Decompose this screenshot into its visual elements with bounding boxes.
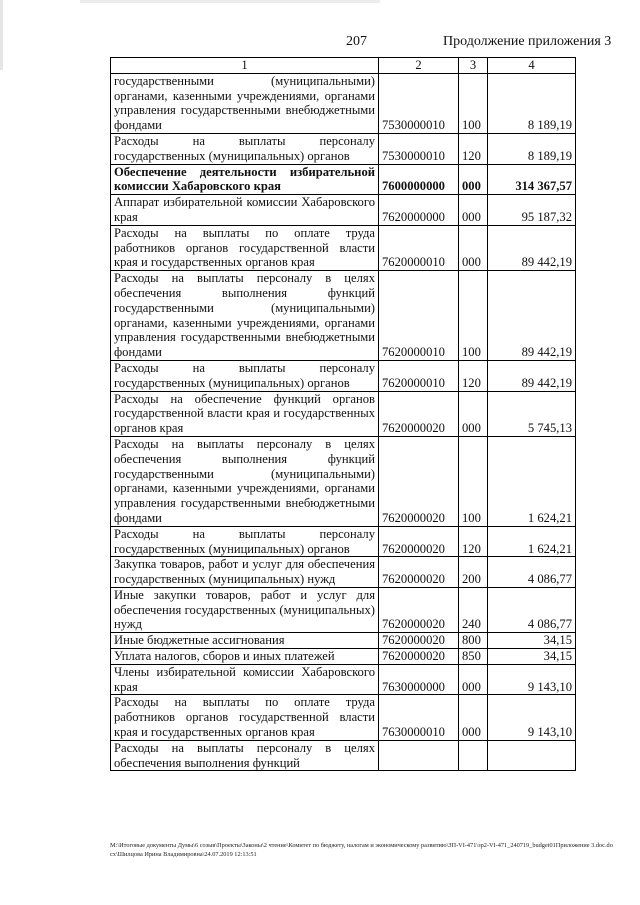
amount-value: 4 086,77: [488, 557, 576, 588]
table-row: [111, 649, 576, 665]
target-article-code: 7600000000: [379, 164, 459, 195]
target-article-code: [379, 740, 459, 771]
expense-type-code: 200: [459, 557, 488, 588]
table-row: [111, 740, 576, 771]
budget-item-name: Расходы на выплаты персоналу государственных (муниципальных) органов: [111, 526, 379, 557]
expense-type-code: 800: [459, 633, 488, 649]
expense-type-code: 100: [459, 73, 488, 133]
table-row: [111, 271, 576, 361]
table-row: [111, 133, 576, 164]
budget-table: [110, 57, 576, 771]
expense-type-code: 000: [459, 391, 488, 436]
expense-type-code: 240: [459, 587, 488, 632]
budget-item-name: Иные бюджетные ассигнования: [111, 633, 379, 649]
amount-value: 9 143,10: [488, 664, 576, 695]
appendix-continuation-title: Продолжение приложения 3: [443, 34, 612, 49]
target-article-code: 7630000010: [379, 695, 459, 740]
budget-item-name: Расходы на обеспечение функций органов государственной власти края и государственных органов края: [111, 391, 379, 436]
expense-type-code: 850: [459, 649, 488, 665]
table-row: [111, 695, 576, 740]
target-article-code: 7620000000: [379, 195, 459, 226]
budget-item-name: Иные закупки товаров, работ и услуг для обеспечения государственных (муниципальных) нужд: [111, 587, 379, 632]
column-header-4: 4: [488, 58, 576, 74]
budget-item-name: Расходы на выплаты по оплате труда работников органов государственной власти края и государственных органов края: [111, 225, 379, 270]
expense-type-code: 000: [459, 695, 488, 740]
target-article-code: 7620000020: [379, 436, 459, 526]
target-article-code: 7620000020: [379, 526, 459, 557]
budget-item-name: Закупка товаров, работ и услуг для обеспечения государственных (муниципальных) нужд: [111, 557, 379, 588]
budget-item-name: Уплата налогов, сборов и иных платежей: [111, 649, 379, 665]
table-row: [111, 164, 576, 195]
budget-item-name: Члены избирательной комиссии Хабаровского края: [111, 664, 379, 695]
table-row: [111, 195, 576, 226]
budget-item-name: Расходы на выплаты персоналу в целях обеспечения выполнения функций государственными (муниципальными) органами, казенными учреждениями, органами управления государственными внебюджетными фондами: [111, 271, 379, 361]
budget-item-name: Расходы на выплаты персоналу государственных (муниципальных) органов: [111, 133, 379, 164]
column-header-2: 2: [379, 58, 459, 74]
amount-value: 1 624,21: [488, 436, 576, 526]
table-row: [111, 587, 576, 632]
budget-item-name: Расходы на выплаты персоналу государственных (муниципальных) органов: [111, 360, 379, 391]
expense-type-code: [459, 740, 488, 771]
table-row: [111, 436, 576, 526]
document-path-footer: М:\Итоговые документы Думы\6 созыв\Проекты\Законы\2 чтение\Комитет по бюджету, налогам и экономическому развитию\ЗП-VI-471\зр2-VI-471_240719_budget01Приложение 3.doc.docx\Шилцова Ирина Владимировна\24.07.2019 12:13:51: [110, 842, 613, 858]
table-row: [111, 225, 576, 270]
expense-type-code: 120: [459, 526, 488, 557]
budget-table-body: [111, 58, 576, 771]
target-article-code: 7620000010: [379, 225, 459, 270]
page-number: 207: [346, 34, 367, 49]
target-article-code: 7630000000: [379, 664, 459, 695]
table-row: [111, 73, 576, 133]
budget-item-name: Расходы на выплаты по оплате труда работников органов государственной власти края и государственных органов края: [111, 695, 379, 740]
target-article-code: 7530000010: [379, 133, 459, 164]
table-row: [111, 557, 576, 588]
amount-value: 34,15: [488, 649, 576, 665]
amount-value: 9 143,10: [488, 695, 576, 740]
expense-type-code: 120: [459, 133, 488, 164]
table-row: [111, 633, 576, 649]
amount-value: 314 367,57: [488, 164, 576, 195]
column-header-1: 1: [111, 58, 379, 74]
target-article-code: 7530000010: [379, 73, 459, 133]
table-row: [111, 391, 576, 436]
budget-item-name: Аппарат избирательной комиссии Хабаровского края: [111, 195, 379, 226]
expense-type-code: 000: [459, 225, 488, 270]
amount-value: 8 189,19: [488, 133, 576, 164]
target-article-code: 7620000020: [379, 633, 459, 649]
expense-type-code: 100: [459, 436, 488, 526]
expense-type-code: 000: [459, 195, 488, 226]
expense-type-code: 000: [459, 164, 488, 195]
target-article-code: 7620000020: [379, 649, 459, 665]
amount-value: 34,15: [488, 633, 576, 649]
amount-value: 89 442,19: [488, 225, 576, 270]
expense-type-code: 120: [459, 360, 488, 391]
table-row: [111, 526, 576, 557]
target-article-code: 7620000010: [379, 360, 459, 391]
amount-value: 8 189,19: [488, 73, 576, 133]
amount-value: 89 442,19: [488, 271, 576, 361]
budget-item-name: Расходы на выплаты персоналу в целях обеспечения выполнения функций государственными (муниципальными) органами, казенными учреждениями, органами управления государственными внебюджетными фондами: [111, 436, 379, 526]
budget-item-name: Обеспечение деятельности избирательной комиссии Хабаровского края: [111, 164, 379, 195]
expense-type-code: 000: [459, 664, 488, 695]
column-header-3: 3: [459, 58, 488, 74]
target-article-code: 7620000010: [379, 271, 459, 361]
budget-item-name: государственными (муниципальными) органами, казенными учреждениями, органами управления государственными внебюджетными фондами: [111, 73, 379, 133]
expense-type-code: 100: [459, 271, 488, 361]
scan-artifact-top: [80, 0, 380, 3]
table-header-row: [111, 58, 576, 74]
table-row: [111, 360, 576, 391]
amount-value: 89 442,19: [488, 360, 576, 391]
table-row: [111, 664, 576, 695]
amount-value: 95 187,32: [488, 195, 576, 226]
amount-value: 1 624,21: [488, 526, 576, 557]
target-article-code: 7620000020: [379, 391, 459, 436]
amount-value: 5 745,13: [488, 391, 576, 436]
target-article-code: 7620000020: [379, 557, 459, 588]
amount-value: [488, 740, 576, 771]
scan-artifact-edge: [0, 0, 3, 70]
target-article-code: 7620000020: [379, 587, 459, 632]
budget-item-name: Расходы на выплаты персоналу в целях обеспечения выполнения функций: [111, 740, 379, 771]
amount-value: 4 086,77: [488, 587, 576, 632]
